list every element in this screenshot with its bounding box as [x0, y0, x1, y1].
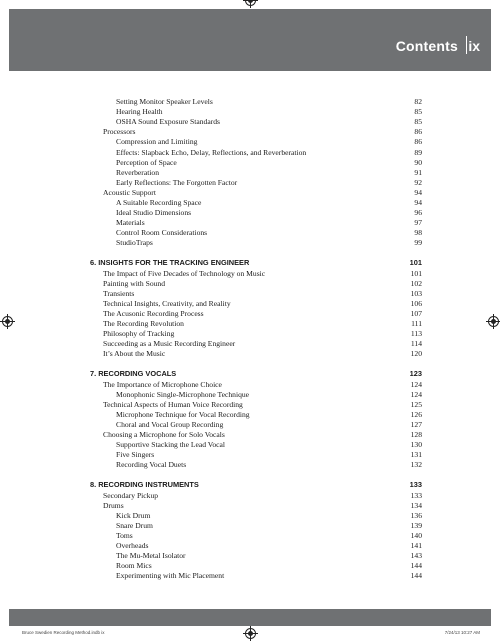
- toc-entry-title: Acoustic Support: [103, 187, 156, 197]
- toc-entry-row: [0, 289, 500, 299]
- toc-chapter-row: [0, 369, 500, 379]
- toc-entry-row: [0, 269, 500, 279]
- toc-entry-title: Early Reflections: The Forgotten Factor: [116, 177, 238, 187]
- toc-entry-row: [0, 551, 500, 561]
- toc-entry-title: Transients: [103, 288, 135, 298]
- toc-entry-page: 133: [409, 479, 422, 489]
- toc-entry-row: [0, 137, 500, 147]
- toc-entry-row: [0, 178, 500, 188]
- toc-entry-page: 107: [410, 309, 422, 318]
- toc-entry-title: Monophonic Single-Microphone Technique: [116, 389, 250, 399]
- toc-entry-page: 132: [410, 460, 422, 470]
- toc-entry-page: 98: [414, 228, 422, 238]
- toc-entry-row: [0, 168, 500, 178]
- toc-entry-page: 82: [414, 97, 422, 106]
- toc-entry-title: Technical Aspects of Human Voice Recording: [103, 399, 243, 409]
- toc-entry-page: 144: [410, 571, 422, 581]
- toc-entry-title: Microphone Technique for Vocal Recording: [116, 409, 250, 419]
- toc-entry-title: Supportive Stacking the Lead Vocal: [116, 440, 225, 450]
- toc-entry-page: 101: [409, 257, 422, 267]
- toc-entry-row: [0, 400, 500, 410]
- toc-entry-row: [0, 309, 500, 319]
- toc-entry-row: [0, 420, 500, 430]
- toc-entry-title: Hearing Health: [116, 107, 163, 117]
- toc-entry-page: 86: [414, 127, 422, 137]
- toc-entry-page: 97: [414, 218, 422, 228]
- toc-entry-row: [0, 521, 500, 531]
- toc-entry-page: 133: [410, 490, 422, 500]
- toc-entry-row: [0, 339, 500, 349]
- toc-entry-row: [0, 511, 500, 521]
- toc-entry-title: Painting with Sound: [103, 278, 166, 288]
- toc-entry-page: 94: [414, 198, 422, 207]
- toc-entry-row: [0, 561, 500, 571]
- toc-entry-row: [0, 541, 500, 551]
- toc-entry-page: 124: [410, 389, 422, 399]
- toc-entry-page: 143: [410, 551, 422, 561]
- toc-entry-page: 125: [410, 399, 422, 409]
- toc-entry-page: 85: [414, 117, 422, 127]
- toc-entry-row: [0, 158, 500, 168]
- toc-entry-row: [0, 440, 500, 450]
- toc-entry-page: 90: [414, 157, 422, 167]
- toc-entry-page: 140: [410, 531, 422, 540]
- toc-entry-title: Processors: [103, 127, 136, 137]
- toc-entry-title: Philosophy of Tracking: [103, 329, 175, 339]
- toc-entry-title: The Acusonic Recording Process: [103, 309, 204, 318]
- toc-entry-title: The Impact of Five Decades of Technology on Music: [103, 268, 266, 278]
- toc-entry-title: It’s About the Music: [103, 349, 166, 359]
- running-footer-bar: [9, 609, 491, 626]
- toc-entry-title: Recording Vocal Duets: [116, 460, 187, 470]
- toc-entry-page: 89: [414, 147, 422, 157]
- toc-entry-page: 106: [410, 298, 422, 308]
- toc-entry-title: Control Room Considerations: [116, 228, 208, 238]
- toc-entry-page: 102: [410, 278, 422, 288]
- toc-entry-title: 7. RECORDING VOCALS: [90, 368, 177, 378]
- running-header-divider: [466, 36, 467, 54]
- toc-entry-row: [0, 531, 500, 541]
- toc-entry-title: Snare Drum: [116, 520, 153, 530]
- toc-entry-title: Room Mics: [116, 561, 152, 571]
- toc-entry-row: [0, 299, 500, 309]
- toc-entry-page: 111: [411, 319, 422, 329]
- toc-entry-row: [0, 460, 500, 470]
- toc-entry-row: [0, 450, 500, 460]
- toc-entry-row: [0, 380, 500, 390]
- toc-entry-page: 126: [410, 409, 422, 419]
- toc-entry-page: 134: [410, 500, 422, 510]
- toc-entry-row: [0, 390, 500, 400]
- toc-entry-row: [0, 430, 500, 440]
- toc-entry-title: OSHA Sound Exposure Standards: [116, 117, 220, 127]
- toc-entry-page: 124: [410, 379, 422, 389]
- toc-entry-page: 96: [414, 208, 422, 218]
- toc-entry-row: [0, 319, 500, 329]
- toc-entry-page: 139: [410, 520, 422, 530]
- print-timestamp: 7/24/13 10:27 AM: [444, 630, 480, 635]
- toc-entry-row: [0, 107, 500, 117]
- running-header-title: Contents: [395, 38, 458, 54]
- toc-entry-row: [0, 571, 500, 581]
- toc-entry-row: [0, 228, 500, 238]
- toc-entry-page: 85: [414, 107, 422, 117]
- toc-chapter-row: [0, 258, 500, 268]
- toc-entry-title: Effects: Slapback Echo, Delay, Reflections, and Reverberation: [116, 147, 307, 157]
- toc-entry-title: Technical Insights, Creativity, and Reality: [103, 298, 231, 308]
- toc-entry-title: Drums: [103, 500, 124, 510]
- toc-entry-title: Succeeding as a Music Recording Engineer: [103, 339, 236, 349]
- toc-entry-row: [0, 238, 500, 248]
- toc-entry-title: Five Singers: [116, 450, 155, 460]
- toc-entry-page: 114: [410, 339, 422, 349]
- toc-entry-title: Toms: [116, 531, 133, 540]
- toc-entry-page: 130: [410, 440, 422, 450]
- toc-entry-page: 94: [414, 187, 422, 197]
- toc-entry-page: 128: [410, 430, 422, 440]
- toc-entry-title: Choosing a Microphone for Solo Vocals: [103, 430, 225, 440]
- toc-entry-page: 131: [410, 450, 422, 460]
- toc-entry-row: [0, 501, 500, 511]
- toc-entry-row: [0, 97, 500, 107]
- toc-entry-page: 91: [414, 167, 422, 177]
- toc-entry-row: [0, 148, 500, 158]
- registration-mark-bottom-icon: [245, 628, 256, 639]
- toc-entry-page: 136: [410, 510, 422, 520]
- toc-entry-row: [0, 329, 500, 339]
- file-slug: Bruce Swedien Recording Method.indb ix: [22, 630, 105, 635]
- toc-entry-title: Setting Monitor Speaker Levels: [116, 97, 213, 106]
- toc-entry-title: Secondary Pickup: [103, 490, 159, 500]
- toc-entry-page: 123: [409, 368, 422, 378]
- toc-entry-page: 86: [414, 137, 422, 147]
- toc-entry-title: StudioTraps: [116, 238, 153, 248]
- toc-entry-title: 8. RECORDING INSTRUMENTS: [90, 479, 199, 489]
- toc-entry-title: Ideal Studio Dimensions: [116, 208, 192, 218]
- registration-mark-top-icon: [245, 0, 256, 6]
- toc-entry-title: The Recording Revolution: [103, 319, 184, 329]
- toc-entry-page: 103: [410, 288, 422, 298]
- toc-entry-page: 141: [410, 541, 422, 551]
- toc-entry-page: 101: [410, 268, 422, 278]
- toc-entry-row: [0, 198, 500, 208]
- toc-entry-page: 144: [410, 561, 422, 571]
- toc-entry-row: [0, 410, 500, 420]
- toc-entry-title: Materials: [116, 218, 145, 228]
- toc-entry-title: Experimenting with Mic Placement: [116, 571, 225, 581]
- toc-entry-title: Overheads: [116, 541, 149, 551]
- toc-entry-row: [0, 117, 500, 127]
- page-number: ix: [468, 38, 480, 54]
- toc-entry-page: 92: [414, 177, 422, 187]
- toc-entry-title: A Suitable Recording Space: [116, 198, 202, 207]
- toc-entry-title: Kick Drum: [116, 510, 151, 520]
- toc-entry-title: Choral and Vocal Group Recording: [116, 420, 224, 429]
- toc-entry-page: 127: [410, 420, 422, 429]
- toc-entry-title: 6. INSIGHTS FOR THE TRACKING ENGINEER: [90, 257, 250, 267]
- toc-entry-row: [0, 279, 500, 289]
- toc-entry-row: [0, 349, 500, 359]
- toc-chapter-row: [0, 480, 500, 490]
- toc-entry-row: [0, 188, 500, 198]
- toc-entry-title: Reverberation: [116, 167, 160, 177]
- toc-entry-row: [0, 208, 500, 218]
- toc-entry-page: 120: [410, 349, 422, 359]
- toc-entry-title: Compression and Limiting: [116, 137, 198, 147]
- toc-entry-page: 113: [410, 329, 422, 339]
- toc-entry-page: 99: [414, 238, 422, 248]
- toc-entry-row: [0, 127, 500, 137]
- toc-entry-title: The Importance of Microphone Choice: [103, 379, 222, 389]
- toc-entry-row: [0, 218, 500, 228]
- toc-entry-title: The Mu-Metal Isolator: [116, 551, 186, 561]
- toc-entry-row: [0, 491, 500, 501]
- toc-entry-title: Perception of Space: [116, 157, 177, 167]
